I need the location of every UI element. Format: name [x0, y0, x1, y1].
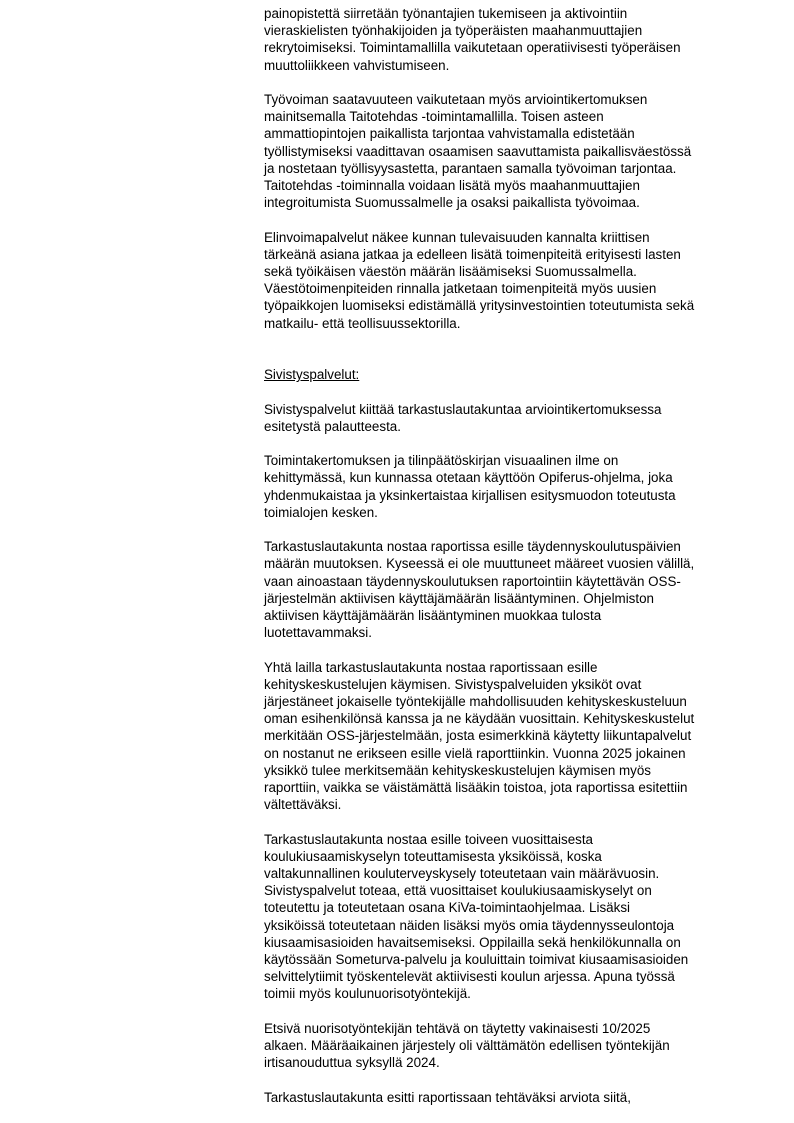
paragraph-toimintakertomus: Toimintakertomuksen ja tilinpäätöskirjan visuaalinen ilme on kehittymässä, kun kunnassa otetaan käyttöön Opiferus-ohjelma, joka yhdenmukaistaa ja yksinkertaistaa kirjallisen esitysmuodon toteutusta toimialojen kesken.: [264, 453, 676, 520]
section-intro-text: Sivistyspalvelut kiittää tarkastuslautakuntaa arviointikertomuksessa esitetystä palautteesta.: [264, 401, 662, 434]
paragraph-elinvoimapalvelut: Elinvoimapalvelut näkee kunnan tulevaisuuden kannalta kriittisen tärkeänä asiana jatkaa ja edelleen lisätä toimenpiteitä erityisesti lasten sekä työikäisen väestön määrän lisäämiseksi Suomussalmella. Väestötoimenpiteiden rinnalla jatketaan toimenpiteitä myös uusien työpaikkojen luomiseksi edistämällä yritysinvestointien toteutumista sekä matkailu- että teollisuussektorilla.: [264, 229, 695, 331]
paragraph-kehityskeskustelut: Yhtä lailla tarkastuslautakunta nostaa raportissaan esille kehityskeskustelujen käymisen. Sivistyspalveluiden yksiköt ovat järjestäneet jokaiselle työntekijälle mahdollisuuden kehityskeskusteluun oman esihenkilönsä kanssa ja ne käydään vuosittain. Kehityskeskustelut merkitään OSS-järjestelmään, josta esimerkkinä käytetty liikuntapalvelut on nostanut ne erikseen esille vielä raporttiinkin. Vuonna 2025 jokainen yksikkö tulee merkitsemään kehityskeskustelujen käymisen myös raporttiin, vaikka se väistämättä lisääkin toistoa, jota raportissa esitettiin vältettäväksi.: [264, 659, 695, 813]
paragraph-taydennyskoulutus: Tarkastuslautakunta nostaa raportissa esille täydennyskoulutuspäivien määrän muutoksen. Kyseessä ei ole muuttuneet määreet vuosien välillä, vaan ainoastaan täydennyskoulutuksen raportointiin käytettävän OSS- järjestelmän aktiivisen käyttäjämäärän lisääntyminen. Ohjelmiston aktiivisen käyttäjämäärän lisääntyminen muokkaa tulosta luotettavammaksi.: [264, 539, 695, 641]
section-heading: Sivistyspalvelut:: [264, 367, 360, 383]
paragraph-arvio: Tarkastuslautakunta esitti raportissaan tehtäväksi arviota siitä,: [264, 1089, 631, 1105]
section-sivistyspalvelut: [264, 349, 742, 435]
paragraph-taitotehdas: Työvoiman saatavuuteen vaikutetaan myös arviointikertomuksen mainitsemalla Taitotehdas -toimintamallilla. Toisen asteen ammattiopintojen paikallista tarjontaa vahvistamalla edistetään työllistymiseksi vaadittavan osaamisen saavuttamista paikallisväestössä ja nostetaan työllisyysastetta, parantaen samalla työvoiman tarjontaa. Taitotehdas -toiminnalla voidaan lisätä myös maahanmuuttajien integroitumista Suomussalmelle ja osaksi paikallista työvoimaa.: [264, 92, 692, 211]
paragraph-nuorisotyo: Etsivä nuorisotyöntekijän tehtävä on täytetty vakinaisesti 10/2025 alkaen. Määräaikainen järjestely oli välttämätön edellisen työntekijän irtisanouduttua syksyllä 2024.: [264, 1020, 670, 1071]
document-page: [264, 5, 742, 1123]
paragraph-koulukiusaaminen: Tarkastuslautakunta nostaa esille toiveen vuosittaisesta koulukiusaamiskyselyn toteuttamisesta yksiköissä, koska valtakunnallinen kouluterveyskysely toteutetaan vain määrävuosin. Sivistyspalvelut toteaa, että vuosittaiset koulukiusaamiskyselyt on toteutettu ja toteutetaan osana KiVa-toimintaohjelmaa. Lisäksi yksiköissä toteutetaan näiden lisäksi myös omia täydennysseulontoja kiusaamisasioiden havaitsemiseksi. Oppilailla sekä henkilökunnalla on käytössään Someturva-palvelu ja kouluittain toimivat kiusaamisasioiden selvittelytiimit työskentelevät aktiivisesti koulun arjessa. Apuna työssä toimii myös koulunuorisotyöntekijä.: [264, 831, 689, 1002]
paragraph-maahanmuutto: painopistettä siirretään työnantajien tukemiseen ja aktivointiin vieraskielisten työnhakijoiden ja työperäisten maahanmuuttajien rekrytoimiseksi. Toimintamallilla vaikutetaan operatiivisesti työperäisen muuttoliikkeen vahvistumiseen.: [264, 6, 681, 73]
